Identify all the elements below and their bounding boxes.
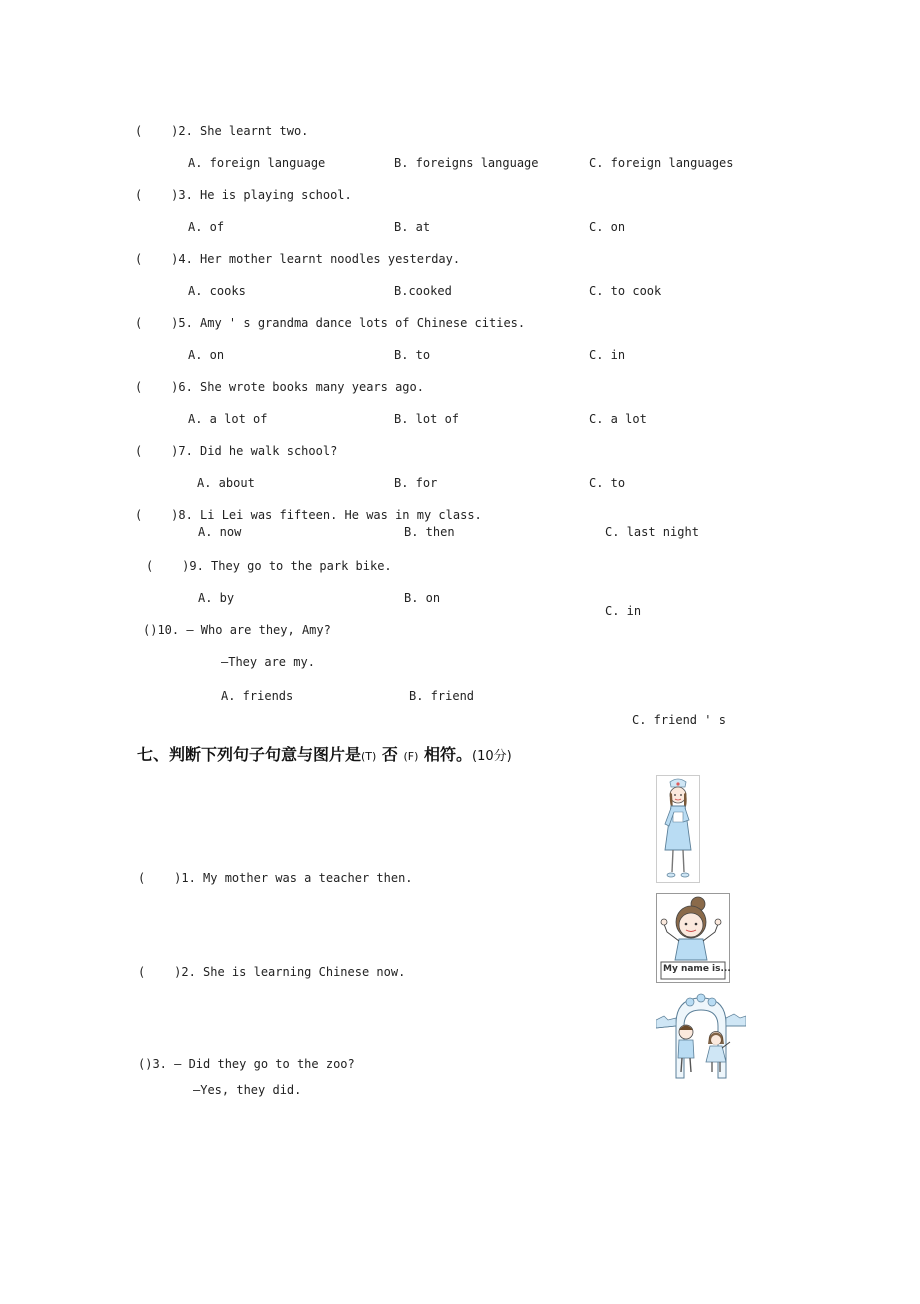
option-c: C. a lot: [589, 412, 647, 426]
option-a: A. by: [198, 591, 235, 605]
name-sign-text: My name is...: [663, 964, 731, 974]
question-stem: ( )6. She wrote books many years ago.: [135, 380, 424, 394]
option-a: A. friends: [221, 689, 294, 703]
option-c: C. foreign languages: [589, 156, 734, 170]
judge-item-3: ()3. — Did they go to the zoo?: [138, 1057, 355, 1071]
heading-text: 七、判断下列句子句意与图片是: [137, 745, 362, 764]
question-stem: ( )7. Did he walk school?: [135, 444, 338, 458]
option-c: C. friend ' s: [632, 713, 726, 727]
question-reply: —They are my.: [221, 655, 315, 669]
section-7-heading: [137, 745, 512, 767]
judge-item-3-reply: —Yes, they did.: [193, 1083, 302, 1097]
option-c: C. in: [589, 348, 626, 362]
option-b: B.cooked: [394, 284, 452, 298]
option-c: C. to cook: [589, 284, 662, 298]
option-c: C. on: [589, 220, 626, 234]
option-a: A. of: [188, 220, 225, 234]
option-b: B. to: [394, 348, 431, 362]
option-a: A. about: [197, 476, 255, 490]
judge-item-1: ( )1. My mother was a teacher then.: [138, 871, 413, 885]
zoo-gate-illustration: [656, 988, 746, 1080]
option-b: B. foreigns language: [394, 156, 539, 170]
option-a: A. now: [198, 525, 242, 539]
nurse-girl-illustration: [657, 776, 699, 882]
girl-waving-picture: [656, 893, 730, 983]
question-stem: ( )3. He is playing school.: [135, 188, 352, 202]
false-mark: (F): [403, 750, 419, 763]
true-mark: (T): [361, 750, 377, 763]
heading-tail: 相符。: [424, 745, 473, 764]
nurse-girl-picture: [656, 775, 700, 883]
option-c: C. last night: [605, 525, 699, 539]
judge-item-2: ( )2. She is learning Chinese now.: [138, 965, 406, 979]
option-a: A. foreign language: [188, 156, 326, 170]
option-b: B. at: [394, 220, 431, 234]
score-label: (10分): [472, 749, 512, 764]
option-b: B. friend: [409, 689, 475, 703]
option-b: B. lot of: [394, 412, 460, 426]
question-stem: ( )8. Li Lei was fifteen. He was in my class.: [135, 508, 482, 522]
question-stem: ()10. — Who are they, Amy?: [143, 623, 331, 637]
option-a: A. on: [188, 348, 225, 362]
option-b: B. for: [394, 476, 438, 490]
option-c: C. to: [589, 476, 626, 490]
option-c: C. in: [605, 604, 642, 618]
question-stem: ( )2. She learnt two.: [135, 124, 309, 138]
heading-fou: 否: [381, 745, 398, 764]
option-a: A. a lot of: [188, 412, 268, 426]
option-b: B. on: [404, 591, 441, 605]
option-b: B. then: [404, 525, 455, 539]
option-a: A. cooks: [188, 284, 246, 298]
children-at-zoo-gate-picture: [656, 988, 746, 1080]
question-stem: ( )9. They go to the park bike.: [146, 559, 392, 573]
question-stem: ( )4. Her mother learnt noodles yesterday.: [135, 252, 461, 266]
question-stem: ( )5. Amy ' s grandma dance lots of Chinese cities.: [135, 316, 526, 330]
